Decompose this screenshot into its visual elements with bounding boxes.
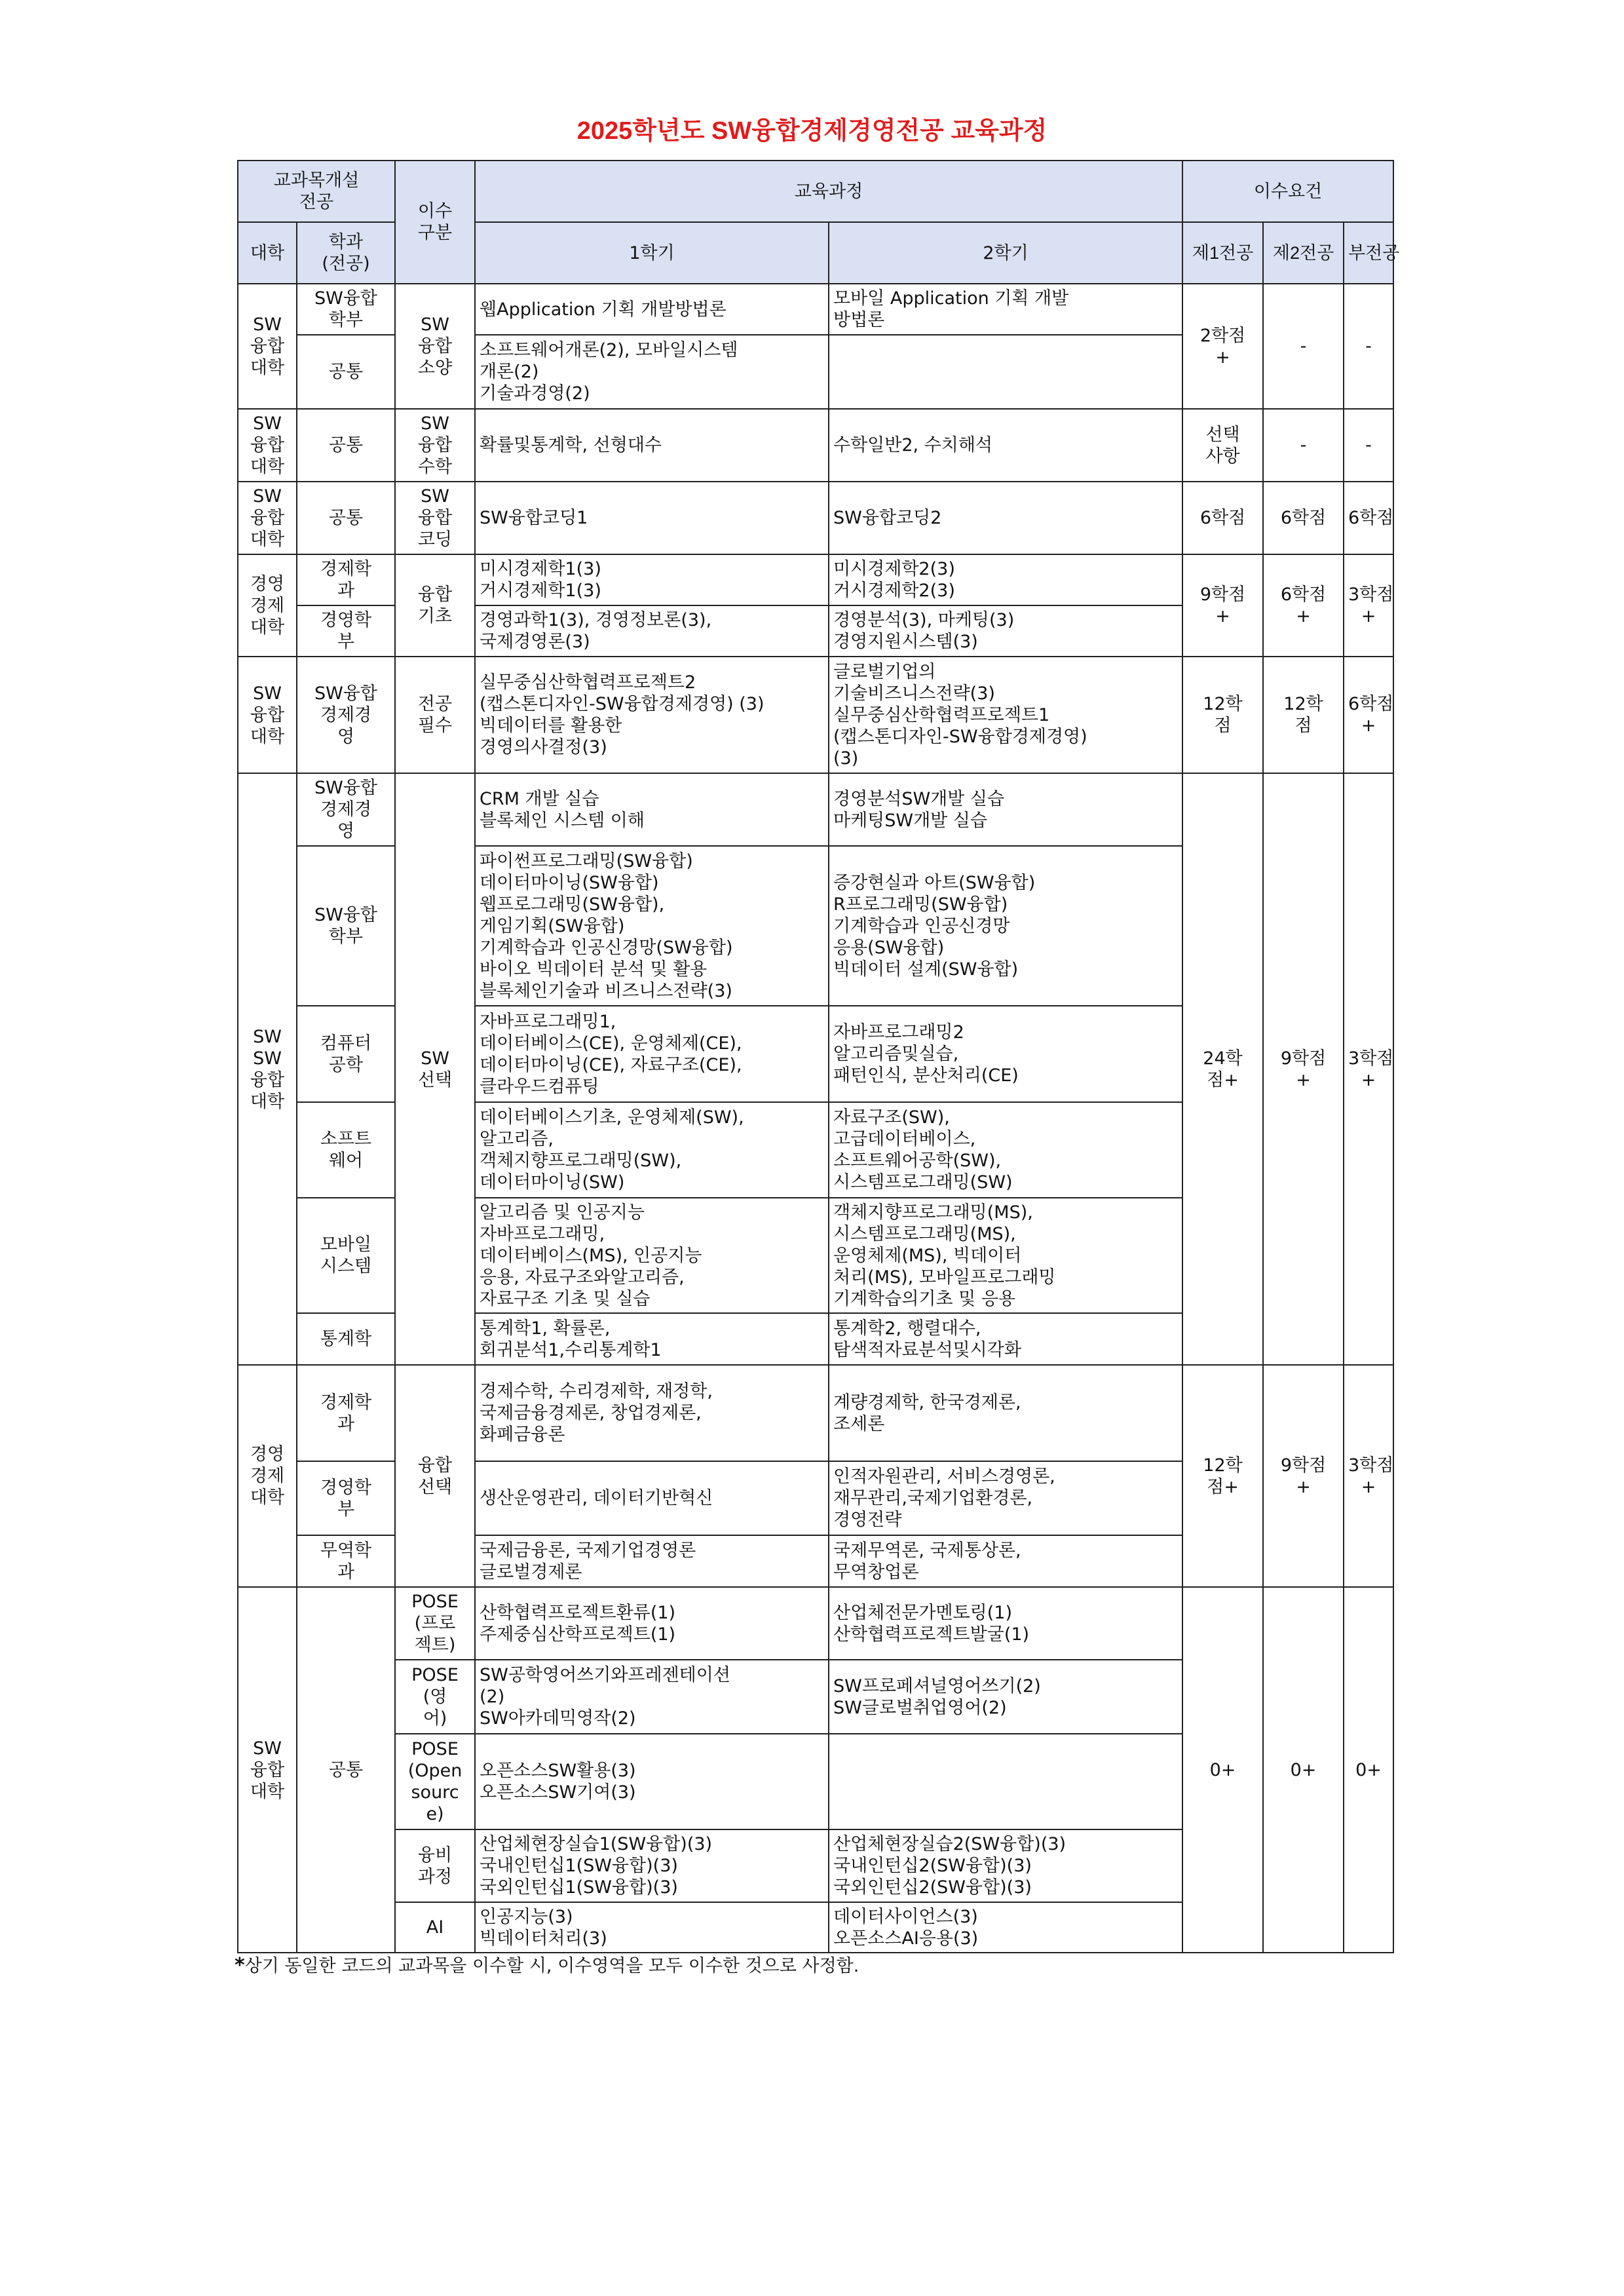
table-row (238, 284, 1393, 335)
department-cell: SW융합 경제경 영 (297, 657, 395, 773)
semester2-courses: SW융합코딩2 (829, 482, 1182, 554)
header-minor: 부전공 (1344, 222, 1393, 284)
header-department: 학과 (전공) (297, 222, 395, 284)
semester1-courses: 오픈소스SW활용(3) 오픈소스SW기여(3) (475, 1734, 829, 1829)
department-cell: 모바일 시스템 (297, 1198, 395, 1313)
header-semester2: 2학기 (829, 222, 1182, 284)
req-second-major: 9학점 + (1263, 773, 1344, 1365)
footnote-marker: * (235, 1954, 245, 1977)
semester2-courses: SW프로페셔널영어쓰기(2) SW글로벌취업영어(2) (829, 1660, 1182, 1734)
header-second-major: 제2전공 (1263, 222, 1344, 284)
semester1-courses: SW공학영어쓰기와프레젠테이션 (2) SW아카데믹영작(2) (475, 1660, 829, 1734)
semester2-courses: 통계학2, 행렬대수, 탐색적자료분석및시각화 (829, 1313, 1182, 1365)
req-minor: 3학점 + (1344, 1365, 1393, 1587)
college-cell: SW 융합 대학 (238, 1587, 297, 1953)
semester1-courses: SW융합코딩1 (475, 482, 829, 554)
semester2-courses: 산업체전문가멘토링(1) 산학협력프로젝트발굴(1) (829, 1587, 1182, 1660)
department-cell: SW융합 학부 (297, 284, 395, 335)
req-minor: 6학점 + (1344, 657, 1393, 773)
req-minor: 3학점 + (1344, 554, 1393, 657)
category-cell: 전공 필수 (395, 657, 475, 773)
department-cell: 공통 (297, 1587, 395, 1953)
department-cell: 소프트 웨어 (297, 1102, 395, 1198)
semester2-courses: 자바프로그래밍2 알고리즘및실습, 패턴인식, 분산처리(CE) (829, 1006, 1182, 1102)
semester1-courses: 실무중심산학협력프로젝트2 (캡스톤디자인-SW융합경제경영) (3) 빅데이터를 활용한 경영의사결정(3) (475, 657, 829, 773)
semester1-courses: 통계학1, 확률론, 회귀분석1,수리통계학1 (475, 1313, 829, 1365)
semester2-courses: 산업체현장실습2(SW융합)(3) 국내인턴십2(SW융합)(3) 국외인턴십2(SW융합)(3) (829, 1829, 1182, 1902)
header-curriculum: 교육과정 (475, 161, 1182, 222)
req-first-major: 6학점 (1182, 482, 1263, 554)
department-cell: SW융합 경제경 영 (297, 773, 395, 846)
table-row (238, 482, 1393, 554)
req-minor: - (1344, 284, 1393, 409)
semester1-courses: CRM 개발 실습 블록체인 시스템 이해 (475, 773, 829, 846)
semester1-courses: 국제금융론, 국제기업경영론 글로벌경제론 (475, 1535, 829, 1587)
semester2-courses: 수학일반2, 수치해석 (829, 409, 1182, 482)
department-cell: 경영학 부 (297, 605, 395, 657)
semester1-courses: 산업체현장실습1(SW융합)(3) 국내인턴십1(SW융합)(3) 국외인턴십1(SW융합)(3) (475, 1829, 829, 1902)
semester1-courses: 산학협력프로젝트환류(1) 주제중심산학프로젝트(1) (475, 1587, 829, 1660)
table-row (238, 1365, 1393, 1461)
semester1-courses: 인공지능(3) 빅데이터처리(3) (475, 1902, 829, 1953)
department-cell: 공통 (297, 482, 395, 554)
header-first-major: 제1전공 (1182, 222, 1263, 284)
footnote (235, 1951, 859, 1977)
header-college: 대학 (238, 222, 297, 284)
semester1-courses: 파이썬프로그래밍(SW융합) 데이터마이닝(SW융합) 웹프로그래밍(SW융합), 게임기획(SW융합) 기계학습과 인공신경망(SW융합) 바이오 빅데이터 분석 및 활용 블록체인기술과 비즈니스전략(3) (475, 846, 829, 1006)
department-cell: 경제학 과 (297, 1365, 395, 1461)
department-cell: 공통 (297, 335, 395, 409)
category-cell: AI (395, 1902, 475, 1953)
semester1-courses: 웹Application 기획 개발방법론 (475, 284, 829, 335)
semester1-courses: 소프트웨어개론(2), 모바일시스템 개론(2) 기술과경영(2) (475, 335, 829, 409)
semester2-courses: 경영분석(3), 마케팅(3) 경영지원시스템(3) (829, 605, 1182, 657)
header-category: 이수 구분 (395, 161, 475, 284)
semester1-courses: 데이터베이스기초, 운영체제(SW), 알고리즘, 객체지향프로그래밍(SW), 데이터마이닝(SW) (475, 1102, 829, 1198)
header-requirements: 이수요건 (1182, 161, 1393, 222)
college-cell: 경영 경제 대학 (238, 1365, 297, 1587)
table-row (238, 773, 1393, 846)
semester2-courses: 모바일 Application 기획 개발 방법론 (829, 284, 1182, 335)
semester2-courses: 객체지향프로그래밍(MS), 시스템프로그래밍(MS), 운영체제(MS), 빅데이터 처리(MS), 모바일프로그래밍 기계학습의기초 및 응용 (829, 1198, 1182, 1313)
req-first-major: 12학 점+ (1182, 1365, 1263, 1587)
req-second-major: 12학 점 (1263, 657, 1344, 773)
table-row (238, 554, 1393, 605)
req-second-major: 6학점 (1263, 482, 1344, 554)
req-first-major: 2학점 + (1182, 284, 1263, 409)
req-minor: 6학점 (1344, 482, 1393, 554)
req-minor: 0+ (1344, 1587, 1393, 1953)
semester2-courses (829, 335, 1182, 409)
semester2-courses: 증강현실과 아트(SW융합) R프로그래밍(SW융합) 기계학습과 인공신경망 응용(SW융합) 빅데이터 설계(SW융합) (829, 846, 1182, 1006)
req-second-major: 9학점 + (1263, 1365, 1344, 1587)
req-minor: - (1344, 409, 1393, 482)
college-cell: SW SW 융합 대학 (238, 773, 297, 1365)
table-row (238, 657, 1393, 773)
category-cell: SW 융합 수학 (395, 409, 475, 482)
department-cell: SW융합 학부 (297, 846, 395, 1006)
category-cell: POSE (프로 젝트) (395, 1587, 475, 1660)
department-cell: 공통 (297, 409, 395, 482)
category-cell: POSE (영 어) (395, 1660, 475, 1734)
req-second-major: - (1263, 409, 1344, 482)
college-cell: SW 융합 대학 (238, 284, 297, 409)
college-cell: SW 융합 대학 (238, 409, 297, 482)
req-first-major: 0+ (1182, 1587, 1263, 1953)
category-cell: SW 융합 코딩 (395, 482, 475, 554)
college-cell: SW 융합 대학 (238, 657, 297, 773)
semester1-courses: 알고리즘 및 인공지능 자바프로그래밍, 데이터베이스(MS), 인공지능 응용, 자료구조와알고리즘, 자료구조 기초 및 실습 (475, 1198, 829, 1313)
category-cell: SW 융합 소양 (395, 284, 475, 409)
req-first-major: 9학점 + (1182, 554, 1263, 657)
curriculum-table (237, 160, 1400, 1953)
category-cell: 융합 선택 (395, 1365, 475, 1587)
semester1-courses: 경제수학, 수리경제학, 재정학, 국제금융경제론, 창업경제론, 화폐금융론 (475, 1365, 829, 1461)
category-cell: 융합 기초 (395, 554, 475, 657)
department-cell: 경영학 부 (297, 1461, 395, 1535)
table-row (238, 1587, 1393, 1660)
req-second-major: 0+ (1263, 1587, 1344, 1953)
req-second-major: - (1263, 284, 1344, 409)
semester1-courses: 미시경제학1(3) 거시경제학1(3) (475, 554, 829, 605)
department-cell: 컴퓨터 공학 (297, 1006, 395, 1102)
semester2-courses: 경영분석SW개발 실습 마케팅SW개발 실습 (829, 773, 1182, 846)
semester1-courses: 생산운영관리, 데이터기반혁신 (475, 1461, 829, 1535)
semester2-courses: 자료구조(SW), 고급데이터베이스, 소프트웨어공학(SW), 시스템프로그래밍(SW) (829, 1102, 1182, 1198)
table-row (238, 409, 1393, 482)
req-first-major: 선택 사항 (1182, 409, 1263, 482)
semester1-courses: 자바프로그래밍1, 데이터베이스(CE), 운영체제(CE), 데이터마이닝(CE), 자료구조(CE), 클라우드컴퓨팅 (475, 1006, 829, 1102)
header-open-major: 교과목개설 전공 (238, 161, 395, 222)
college-cell: SW 융합 대학 (238, 482, 297, 554)
semester2-courses: 계량경제학, 한국경제론, 조세론 (829, 1365, 1182, 1461)
req-first-major: 24학 점+ (1182, 773, 1263, 1365)
req-second-major: 6학점 + (1263, 554, 1344, 657)
semester2-courses (829, 1734, 1182, 1829)
department-cell: 통계학 (297, 1313, 395, 1365)
department-cell: 무역학 과 (297, 1535, 395, 1587)
semester2-courses: 미시경제학2(3) 거시경제학2(3) (829, 554, 1182, 605)
req-first-major: 12학 점 (1182, 657, 1263, 773)
semester2-courses: 글로벌기업의 기술비즈니스전략(3) 실무중심산학협력프로젝트1 (캡스톤디자인-SW융합경제경영) (3) (829, 657, 1182, 773)
semester2-courses: 국제무역론, 국제통상론, 무역창업론 (829, 1535, 1182, 1587)
req-minor: 3학점 + (1344, 773, 1393, 1365)
semester2-courses: 인적자원관리, 서비스경영론, 재무관리,국제기업환경론, 경영전략 (829, 1461, 1182, 1535)
category-cell: SW 선택 (395, 773, 475, 1365)
footnote-text: 상기 동일한 코드의 교과목을 이수할 시, 이수영역을 모두 이수한 것으로 사정함. (244, 1956, 859, 1976)
college-cell: 경영 경제 대학 (238, 554, 297, 657)
category-cell: 융비 과정 (395, 1829, 475, 1902)
department-cell: 경제학 과 (297, 554, 395, 605)
header-semester1: 1학기 (475, 222, 829, 284)
semester1-courses: 확률및통계학, 선형대수 (475, 409, 829, 482)
category-cell: POSE (Open sourc e) (395, 1734, 475, 1829)
document-title: 2025학년도 SW융합경제경영전공 교육과정 (576, 117, 1048, 145)
semester2-courses: 데이터사이언스(3) 오픈소스AI응용(3) (829, 1902, 1182, 1953)
semester1-courses: 경영과학1(3), 경영정보론(3), 국제경영론(3) (475, 605, 829, 657)
